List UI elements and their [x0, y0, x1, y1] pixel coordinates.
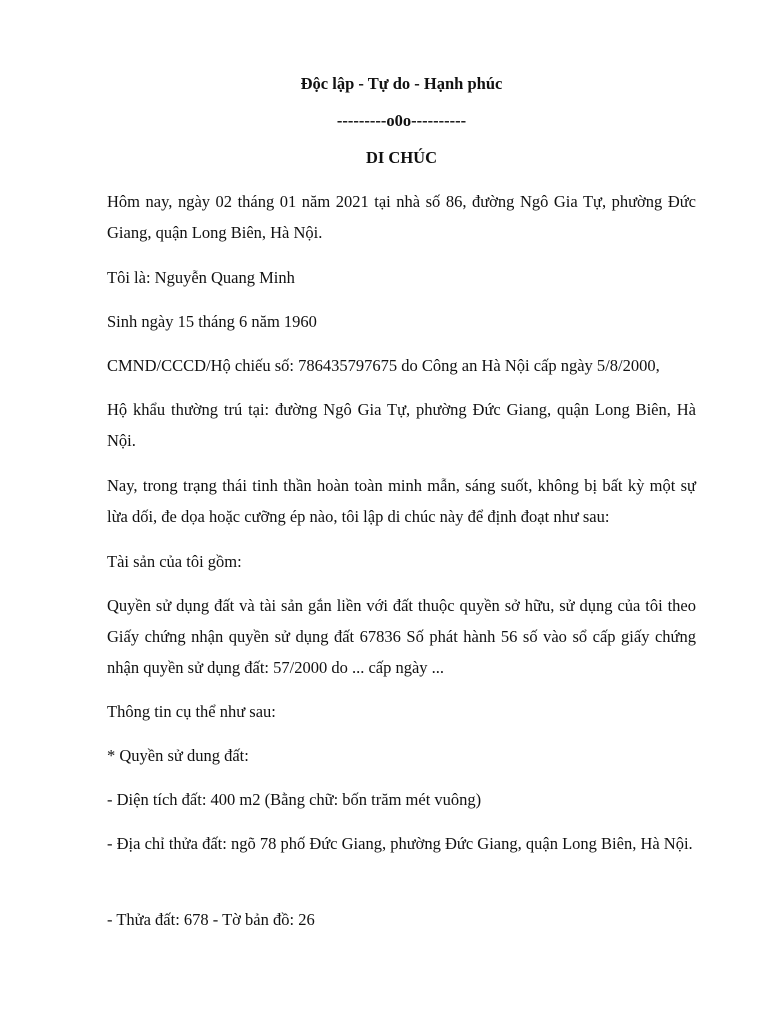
national-motto: Độc lập - Tự do - Hạnh phúc	[300, 74, 503, 93]
paragraph-birth-date: Sinh ngày 15 tháng 6 năm 1960	[107, 312, 317, 331]
paragraph-declaration: Nay, trong trạng thái tinh thần hoàn toàn minh mẫn, sáng suốt, không bị bất kỳ một sự lừa dối, đe dọa hoặc cưỡng ép nào, tôi lập di chúc này để định đoạt như sau:	[107, 476, 696, 526]
paragraph-id-number: CMND/CCCD/Hộ chiếu số: 786435797675 do Công an Hà Nội cấp ngày 5/8/2000,	[107, 356, 660, 375]
paragraph-land-parcel: - Thửa đất: 678 - Tờ bản đồ: 26	[107, 910, 315, 929]
paragraph-date-location: Hôm nay, ngày 02 tháng 01 năm 2021 tại nhà số 86, đường Ngô Gia Tự, phường Đức Giang, quận Long Biên, Hà Nội.	[107, 192, 696, 242]
document-title: DI CHÚC	[365, 148, 438, 167]
paragraph-land-certificate: Quyền sử dụng đất và tài sản gắn liền với đất thuộc quyền sở hữu, sử dụng của tôi theo Giấy chứng nhận quyền sử dụng đất 67836 Số phát hành 56 số vào sổ cấp giấy chứng nhận quyền sử dụng đất: 57/2000 do ... cấp ngày ...	[107, 596, 696, 677]
header-divider: ---------o0o----------	[336, 111, 467, 130]
paragraph-residence: Hộ khẩu thường trú tại: đường Ngô Gia Tự, phường Đức Giang, quận Long Biên, Hà Nội.	[107, 400, 696, 450]
paragraph-assets-heading: Tài sản của tôi gồm:	[107, 552, 242, 571]
paragraph-land-area: - Diện tích đất: 400 m2 (Bằng chữ: bốn trăm mét vuông)	[107, 790, 482, 809]
paragraph-land-use-right: * Quyền sử dung đất:	[107, 746, 249, 765]
paragraph-details-heading: Thông tin cụ thể như sau:	[107, 702, 276, 721]
paragraph-testator-name: Tôi là: Nguyễn Quang Minh	[107, 268, 295, 287]
paragraph-land-address: - Địa chỉ thửa đất: ngõ 78 phố Đức Giang, phường Đức Giang, quận Long Biên, Hà Nội.	[107, 834, 693, 853]
